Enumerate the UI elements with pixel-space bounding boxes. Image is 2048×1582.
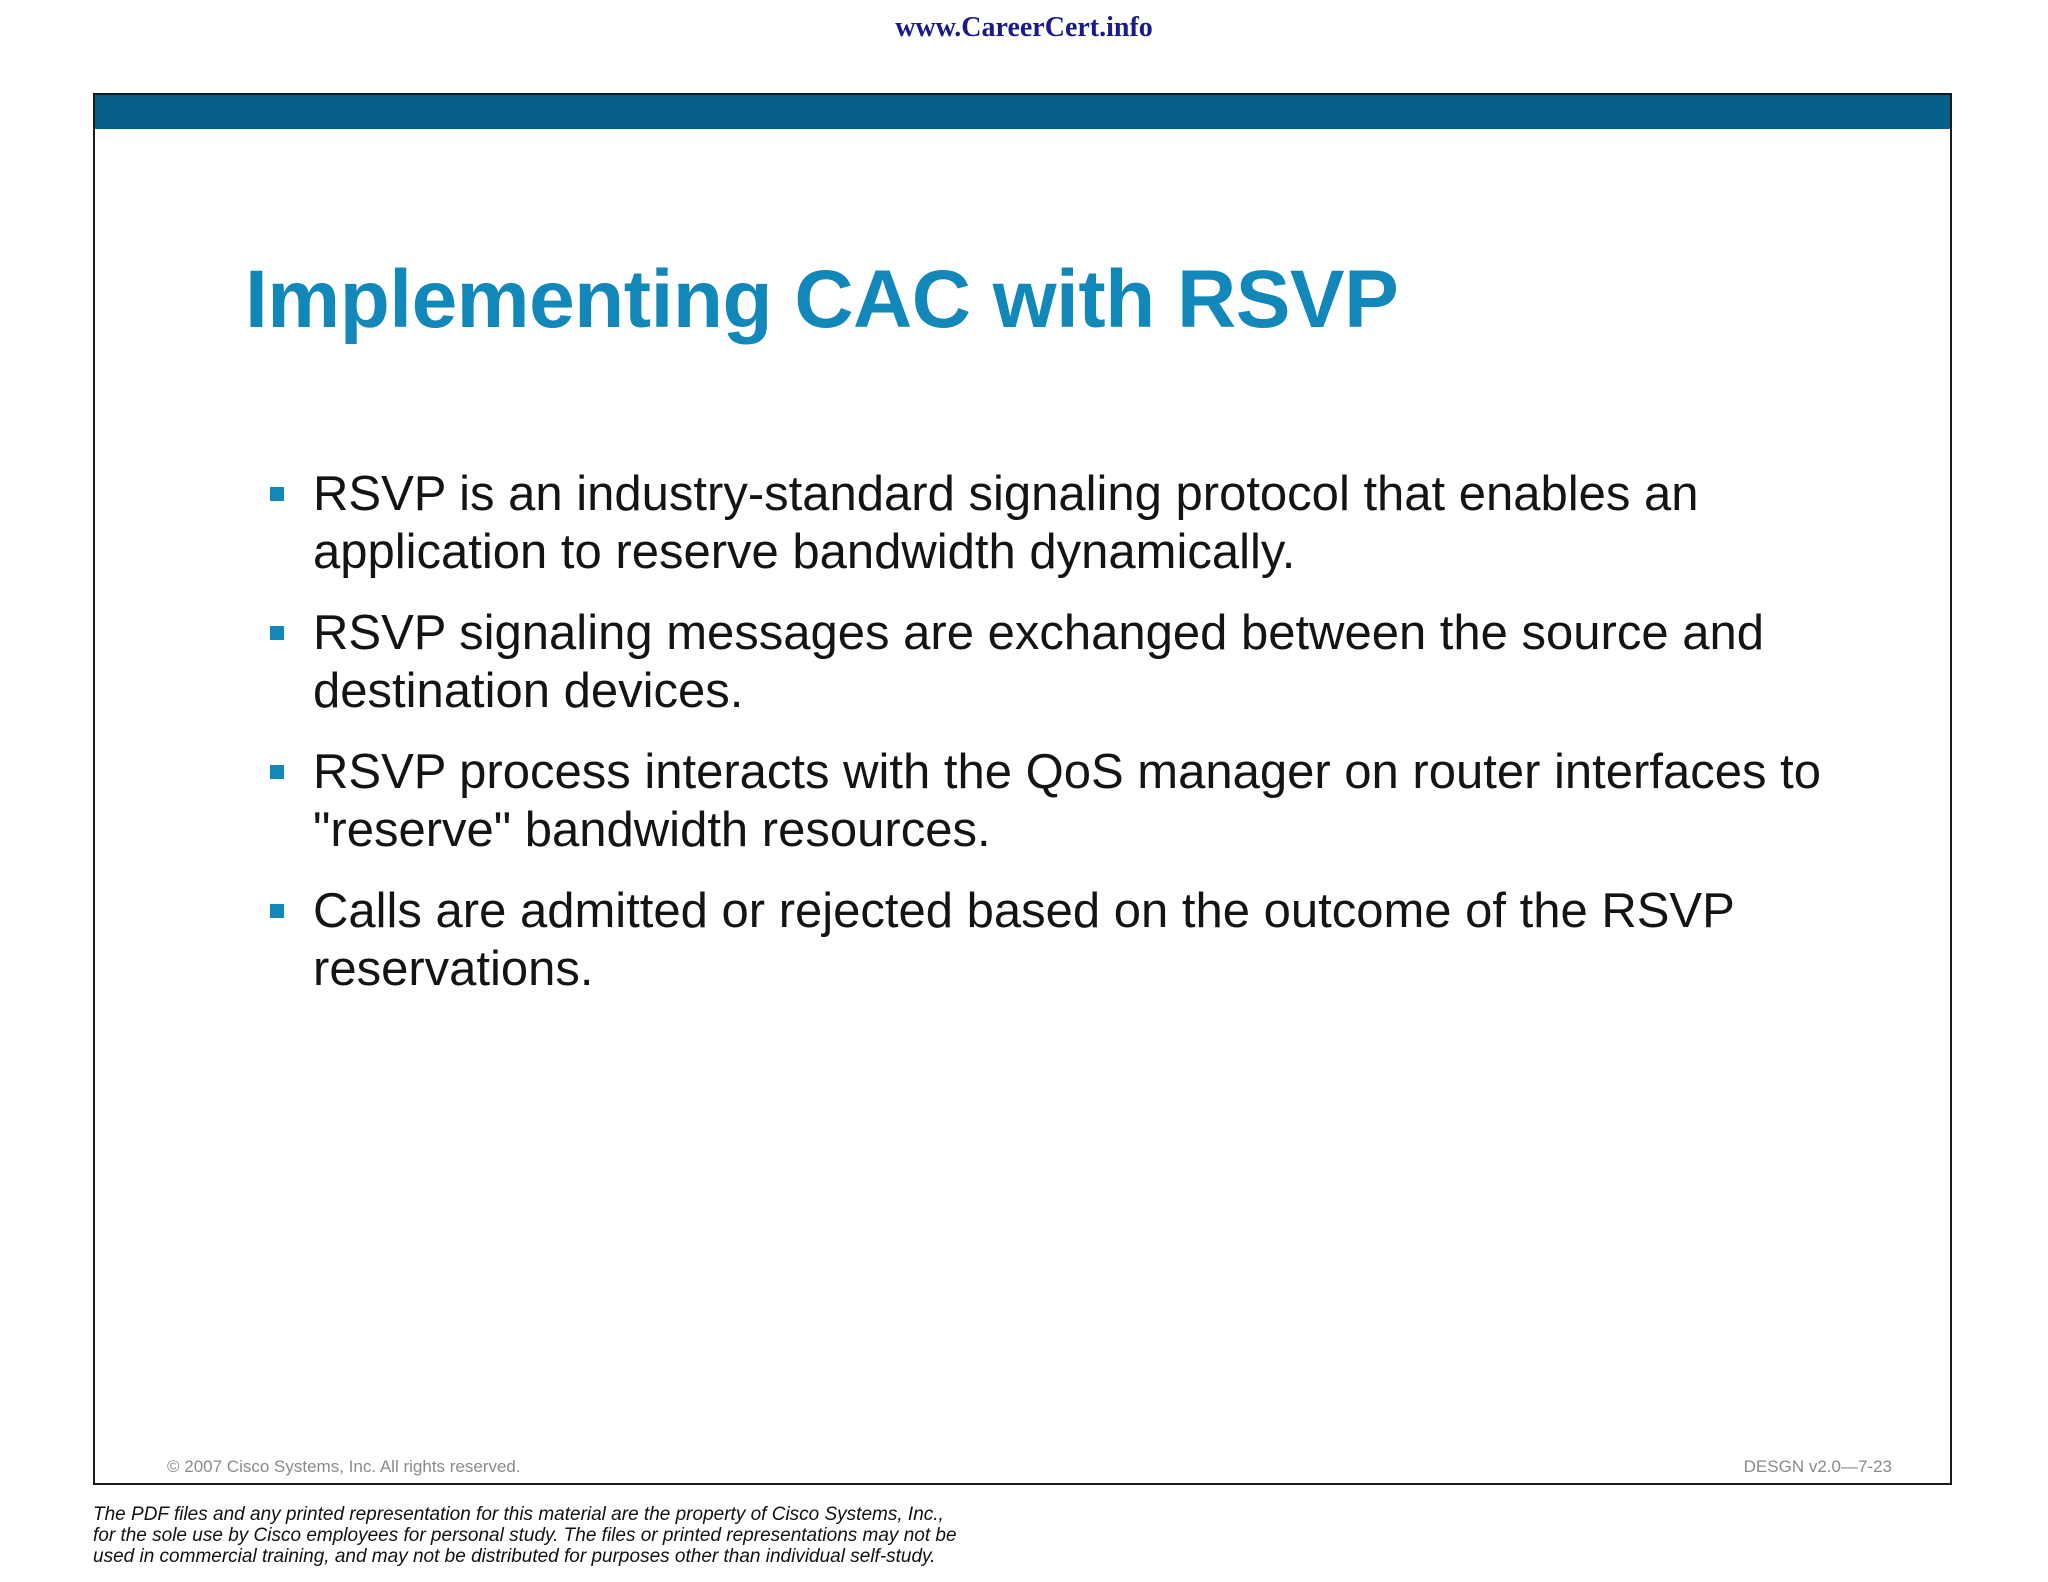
bullet-item (270, 743, 1890, 859)
square-bullet-icon (270, 626, 284, 640)
disclaimer-line: for the sole use by Cisco employees for personal study. The files or printed representations may not be (93, 1525, 957, 1546)
disclaimer-line: The PDF files and any printed representation for this material are the property of Cisco Systems, Inc., (93, 1504, 944, 1525)
slide-course-code: DESGN v2.0—7-23 (1743, 1457, 1892, 1476)
slide-header-bar (95, 95, 1950, 129)
square-bullet-icon (270, 765, 284, 779)
bullet-item (270, 882, 1890, 998)
disclaimer (93, 1504, 1193, 1567)
square-bullet-icon (270, 904, 284, 918)
bullet-text: Calls are admitted or rejected based on the outcome of the RSVP reservations. (313, 884, 1734, 996)
bullet-item (270, 604, 1890, 720)
bullet-item (270, 465, 1890, 581)
square-bullet-icon (270, 487, 284, 501)
site-url: www.CareerCert.info (895, 12, 1153, 43)
slide-copyright: © 2007 Cisco Systems, Inc. All rights reserved. (167, 1457, 521, 1476)
bullet-text: RSVP process interacts with the QoS manager on router interfaces to "reserve" bandwidth resources. (313, 745, 1821, 857)
bullet-text: RSVP is an industry-standard signaling protocol that enables an application to reserve bandwidth dynamically. (313, 467, 1699, 579)
disclaimer-line: used in commercial training, and may not be distributed for purposes other than individual self-study. (93, 1546, 936, 1567)
bullet-list (270, 465, 1890, 1021)
slide (93, 93, 1952, 1485)
slide-title: Implementing CAC with RSVP (245, 254, 1399, 345)
bullet-text: RSVP signaling messages are exchanged between the source and destination devices. (313, 606, 1764, 718)
